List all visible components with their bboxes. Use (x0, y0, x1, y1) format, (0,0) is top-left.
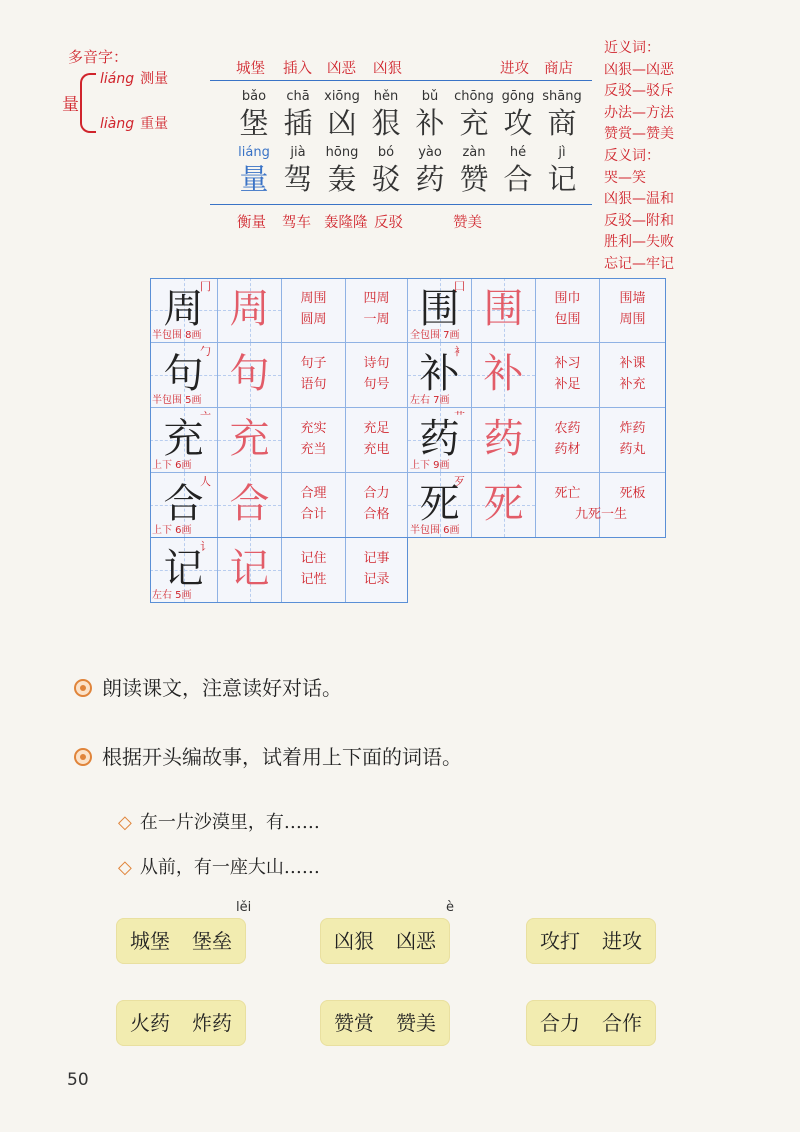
structure-strokes: 左右 7画 (410, 395, 450, 406)
grid-word: 合力 (363, 486, 390, 501)
grid-char: 补 (419, 351, 460, 397)
char-cell: gōng 攻 (501, 89, 535, 140)
grid-word: 补习 (554, 356, 581, 371)
grid-char-trace: 死 (483, 481, 524, 527)
radical: 勹 (200, 345, 211, 358)
word-box: 赞赏 赞美 (320, 1000, 450, 1046)
task-read-aloud: 朗读课文，注意读好对话。 (74, 672, 342, 701)
character-grid (150, 278, 666, 603)
words-bottom-row (0, 211, 800, 231)
word: 凶狠 (373, 61, 402, 77)
structure-strokes: 上下 6画 (152, 460, 192, 471)
word: 驾车 (282, 215, 311, 231)
ruby-pinyin: è (446, 900, 454, 915)
grid-word: 周围 (619, 312, 646, 327)
structure-strokes: 半包围 5画 (152, 395, 202, 406)
grid-word: 充实 (300, 421, 327, 436)
grid-word: 句号 (363, 377, 390, 392)
grid-word: 充足 (363, 421, 390, 436)
synonym-item: 赞赏—赞美 (604, 126, 674, 143)
char-cell: chā 插 (283, 89, 313, 140)
radical: 讠 (200, 540, 211, 553)
word-cell (282, 278, 346, 343)
words-top-row (0, 57, 800, 77)
char-cell-trace (218, 343, 282, 408)
polyphone-title: 多音字： (68, 48, 129, 66)
char-cell-black (408, 408, 472, 473)
word: 反驳 (374, 215, 403, 231)
grid-word: 围巾 (554, 291, 581, 306)
char-cell: bó 驳 (371, 145, 401, 196)
char-cell-black (408, 473, 472, 538)
char-cell: xiōng 凶 (324, 89, 360, 140)
grid-word: 记事 (363, 551, 390, 566)
grid-word: 补课 (619, 356, 646, 371)
grid-char: 充 (163, 416, 204, 462)
char-cell-black (150, 343, 218, 408)
grid-char: 句 (163, 351, 204, 397)
char-cell: shāng 商 (542, 89, 582, 140)
grid-word: 记住 (300, 551, 327, 566)
char-cell-black (150, 408, 218, 473)
story-start-1: ◇ 在一片沙漠里，有…… (118, 812, 320, 833)
grid-word: 合格 (363, 507, 390, 522)
grid-word: 四周 (363, 291, 390, 306)
word-cell (536, 278, 600, 343)
word-cell (536, 408, 600, 473)
char-cell-trace (218, 278, 282, 343)
word-cell (282, 343, 346, 408)
grid-char: 围 (419, 286, 460, 332)
char-cell-trace (472, 408, 536, 473)
grid-word: 诗句 (363, 356, 390, 371)
grid-word: 药丸 (619, 442, 646, 457)
grid-char-trace: 药 (483, 416, 524, 462)
radical: 亠 (200, 410, 211, 423)
grid-char: 药 (419, 416, 460, 462)
char-cell: jià 驾 (283, 145, 313, 196)
word-cell (536, 343, 600, 408)
word-cell (600, 343, 666, 408)
divider-top (210, 80, 592, 81)
grid-idiom: 九死一生 (574, 507, 627, 522)
synonyms-title: 近义词： (604, 40, 660, 56)
char-cell: hōng 轰 (325, 145, 359, 196)
word-cell (346, 343, 408, 408)
char-cell-black (150, 538, 218, 603)
task-make-story: 根据开头编故事，试着用上下面的词语。 (74, 741, 462, 770)
grid-word: 充当 (300, 442, 327, 457)
char-cell: hé 合 (503, 145, 533, 196)
brace-icon (80, 73, 96, 133)
grid-word: 语句 (300, 377, 327, 392)
antonym-item: 胜利—失败 (604, 234, 674, 251)
antonym-item: 反驳—附和 (604, 212, 674, 229)
word-cell (346, 408, 408, 473)
grid-word: 炸药 (619, 421, 646, 436)
grid-char-trace: 句 (229, 351, 270, 397)
char-cell-black (408, 278, 472, 343)
polyphone-reading-2: liàng 重量 (100, 116, 169, 132)
synonym-antonym-panel (604, 38, 674, 276)
char-cell: bǔ 补 (415, 89, 445, 140)
char-cell: yào 药 (415, 145, 445, 196)
word-box: 攻打 进攻 (526, 918, 656, 964)
ruby-pinyin: lěi (236, 900, 252, 915)
char-cell: jì 记 (547, 145, 577, 196)
story-start-2: ◇ 从前，有一座大山…… (118, 857, 320, 878)
word-box: 城堡 堡垒 (116, 918, 246, 964)
char-cell-trace (218, 538, 282, 603)
grid-word: 死板 (619, 486, 646, 501)
grid-word: 死亡 (554, 486, 581, 501)
grid-word: 充电 (363, 442, 390, 457)
grid-char-trace: 围 (483, 286, 524, 332)
word-box: 凶狠 凶恶 (320, 918, 450, 964)
word: 衡量 (237, 215, 266, 231)
grid-word: 农药 (554, 421, 581, 436)
char-cell: bǎo 堡 (239, 89, 269, 140)
word-cell (282, 538, 346, 603)
grid-word: 记录 (363, 572, 390, 587)
word: 轰隆隆 (324, 215, 368, 231)
grid-word: 合理 (300, 486, 327, 501)
structure-strokes: 半包围 8画 (152, 330, 202, 341)
antonym-item: 哭—笑 (604, 169, 646, 186)
grid-word: 句子 (300, 356, 327, 371)
polyphone-char: 量 (62, 95, 79, 115)
word: 插入 (283, 61, 312, 77)
grid-char-trace: 周 (229, 286, 270, 332)
word: 城堡 (236, 61, 265, 77)
word-cell (600, 408, 666, 473)
char-cell: hěn 狠 (371, 89, 401, 140)
grid-word: 合计 (300, 507, 327, 522)
radical: 人 (200, 475, 211, 488)
word-box: 合力 合作 (526, 1000, 656, 1046)
task-bullet-icon (74, 748, 92, 766)
radical: 冂 (200, 280, 211, 293)
polyphone-reading-1: liáng 测量 (100, 71, 169, 87)
grid-word: 药材 (554, 442, 581, 457)
grid-char-trace: 充 (229, 416, 270, 462)
grid-word: 补充 (619, 377, 646, 392)
char-cell-trace (218, 473, 282, 538)
grid-char-trace: 记 (229, 546, 270, 592)
grid-word: 包围 (554, 312, 581, 327)
antonym-item: 忘记—牢记 (604, 255, 674, 272)
word-cell (282, 408, 346, 473)
word: 赞美 (453, 215, 482, 231)
char-cell-black (408, 343, 472, 408)
synonym-item: 反驳—驳斥 (604, 83, 674, 100)
structure-strokes: 上下 9画 (410, 460, 450, 471)
radical: 囗 (454, 280, 465, 293)
char-cell-black (150, 473, 218, 538)
grid-char: 记 (163, 546, 204, 592)
word: 商店 (544, 61, 573, 77)
word-cell (346, 538, 408, 603)
word-box: 火药 炸药 (116, 1000, 246, 1046)
grid-char: 死 (419, 481, 460, 527)
structure-strokes: 全包围 7画 (410, 330, 460, 341)
grid-char-trace: 补 (483, 351, 524, 397)
antonym-item: 凶狠—温和 (604, 191, 674, 208)
char-cell-trace (218, 408, 282, 473)
char-cell: liáng 量 (238, 145, 270, 196)
grid-char-trace: 合 (229, 481, 270, 527)
word-cell (346, 473, 408, 538)
radical: 歹 (454, 475, 465, 488)
task-bullet-icon (74, 679, 92, 697)
divider-bottom (210, 204, 592, 205)
grid-word: 一周 (363, 312, 390, 327)
structure-strokes: 左右 5画 (152, 590, 192, 601)
char-cell: zàn 赞 (459, 145, 489, 196)
word-cell (282, 473, 346, 538)
structure-strokes: 半包围 6画 (410, 525, 460, 536)
char-cell-trace (472, 278, 536, 343)
grid-word: 补足 (554, 377, 581, 392)
radical: 衤 (454, 345, 465, 358)
grid-word: 围墙 (619, 291, 646, 306)
structure-strokes: 上下 6画 (152, 525, 192, 536)
diamond-icon: ◇ (118, 857, 132, 878)
char-cell-black (150, 278, 218, 343)
synonym-item: 办法—方法 (604, 104, 674, 121)
grid-char: 合 (163, 481, 204, 527)
word-cell (346, 278, 408, 343)
grid-word: 圆周 (300, 312, 327, 327)
char-cell: chōng 充 (454, 89, 494, 140)
page-number: 50 (67, 1070, 89, 1090)
word-cell (600, 278, 666, 343)
synonym-item: 凶狠—凶恶 (604, 61, 674, 78)
word: 凶恶 (327, 61, 356, 77)
char-cell-trace (472, 343, 536, 408)
radical: 艹 (454, 410, 465, 423)
grid-word: 记性 (300, 572, 327, 587)
diamond-icon: ◇ (118, 812, 132, 833)
grid-word: 周围 (300, 291, 327, 306)
char-cell-trace (472, 473, 536, 538)
word: 进攻 (500, 61, 529, 77)
grid-char: 周 (163, 286, 204, 332)
antonyms-title: 反义词： (604, 147, 660, 164)
